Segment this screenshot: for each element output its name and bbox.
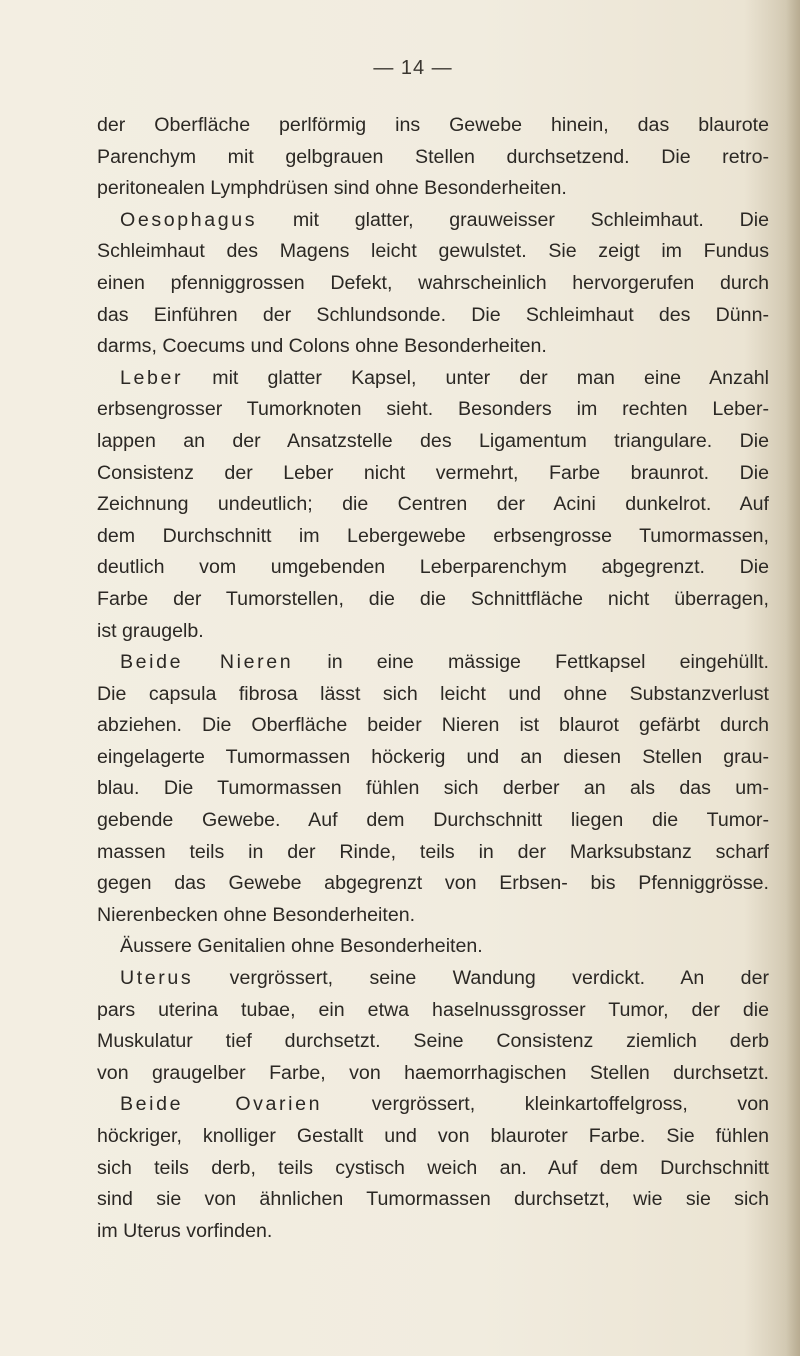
body-text: [97, 110, 769, 1247]
text-line: Nierenbecken ohne Besonderheiten.: [97, 903, 416, 926]
section-lead-oesophagus: Oesophagus: [120, 208, 258, 231]
text-line: deutlich vom umgebenden Leberparenchym abgegrenzt. Die: [97, 556, 769, 579]
text-line: abziehen. Die Oberfläche beider Nieren ist blaurot gefärbt durch: [97, 714, 769, 737]
text-line: dem Durchschnitt im Lebergewebe erbsengrosse Tumormassen,: [97, 524, 769, 547]
text-line: [97, 205, 769, 237]
text-line: Die capsula fibrosa lässt sich leicht und ohne Substanzverlust: [97, 682, 769, 705]
text-line: lappen an der Ansatzstelle des Ligamentum triangulare. Die: [97, 429, 769, 452]
text-line: peritonealen Lymphdrüsen sind ohne Besonderheiten.: [97, 177, 567, 200]
text-line: gebende Gewebe. Auf dem Durchschnitt liegen die Tumor-: [97, 809, 769, 832]
text-fragment: mit glatter Kapsel, unter der man eine Anzahl: [183, 366, 769, 389]
text-line: sind sie von ähnlichen Tumormassen durchsetzt, wie sie sich: [97, 1188, 769, 1211]
page-number: — 14 —: [373, 57, 453, 79]
text-fragment: in eine mässige Fettkapsel eingehüllt.: [293, 651, 769, 674]
text-line: sich teils derb, teils cystisch weich an. Auf dem Durchschnitt: [97, 1156, 769, 1179]
text-line: blau. Die Tumormassen fühlen sich derber an als das um-: [97, 777, 769, 800]
text-fragment: mit glatter, grauweisser Schleimhaut. Die: [257, 208, 769, 231]
section-lead-leber: Leber: [120, 366, 184, 389]
page-edge-shadow: [786, 0, 800, 1356]
text-line: einen pfenniggrossen Defekt, wahrscheinlich hervorgerufen durch: [97, 271, 769, 294]
section-lead-nieren: Beide Nieren: [120, 651, 294, 674]
text-line: das Einführen der Schlundsonde. Die Schleimhaut des Dünn-: [97, 303, 769, 326]
text-line: Zeichnung undeutlich; die Centren der Acini dunkelrot. Auf: [97, 493, 769, 516]
text-line: Schleimhaut des Magens leicht gewulstet. Sie zeigt im Fundus: [97, 240, 769, 263]
text-line: [97, 363, 769, 395]
text-line: von graugelber Farbe, von haemorrhagischen Stellen durchsetzt.: [97, 1061, 769, 1084]
text-line: pars uterina tubae, ein etwa haselnussgrosser Tumor, der die: [97, 998, 769, 1021]
text-line: der Oberfläche perlförmig ins Gewebe hinein, das blaurote: [97, 114, 769, 136]
text-line: gegen das Gewebe abgegrenzt von Erbsen- bis Pfenniggrösse.: [97, 872, 769, 895]
text-line: Parenchym mit gelbgrauen Stellen durchsetzend. Die retro-: [97, 145, 769, 168]
text-line: [97, 1089, 769, 1121]
section-lead-uterus: Uterus: [120, 967, 194, 990]
text-line: erbsengrosser Tumorknoten sieht. Besonders im rechten Leber-: [97, 398, 769, 421]
text-line: Consistenz der Leber nicht vermehrt, Farbe braunrot. Die: [97, 461, 769, 484]
text-line: Farbe der Tumorstellen, die die Schnittfläche nicht überragen,: [97, 587, 769, 610]
section-lead-ovarien: Beide Ovarien: [120, 1093, 323, 1116]
text-line: Muskulatur tief durchsetzt. Seine Consistenz ziemlich derb: [97, 1030, 769, 1053]
text-line: massen teils in der Rinde, teils in der Marksubstanz scharf: [97, 840, 769, 863]
text-fragment: vergrössert, kleinkartoffelgross, von: [322, 1093, 769, 1116]
text-line: [97, 963, 769, 995]
text-fragment: vergrössert, seine Wandung verdickt. An der: [193, 967, 769, 990]
text-line: höckriger, knolliger Gestallt und von blauroter Farbe. Sie fühlen: [97, 1125, 769, 1147]
text-line: im Uterus vorfinden.: [97, 1219, 273, 1242]
text-line: eingelagerte Tumormassen höckerig und an diesen Stellen grau-: [97, 745, 769, 768]
text-line: Äussere Genitalien ohne Besonderheiten.: [120, 935, 483, 958]
text-line: [97, 647, 769, 679]
text-line: darms, Coecums und Colons ohne Besonderheiten.: [97, 335, 547, 358]
text-line: ist graugelb.: [97, 619, 204, 642]
